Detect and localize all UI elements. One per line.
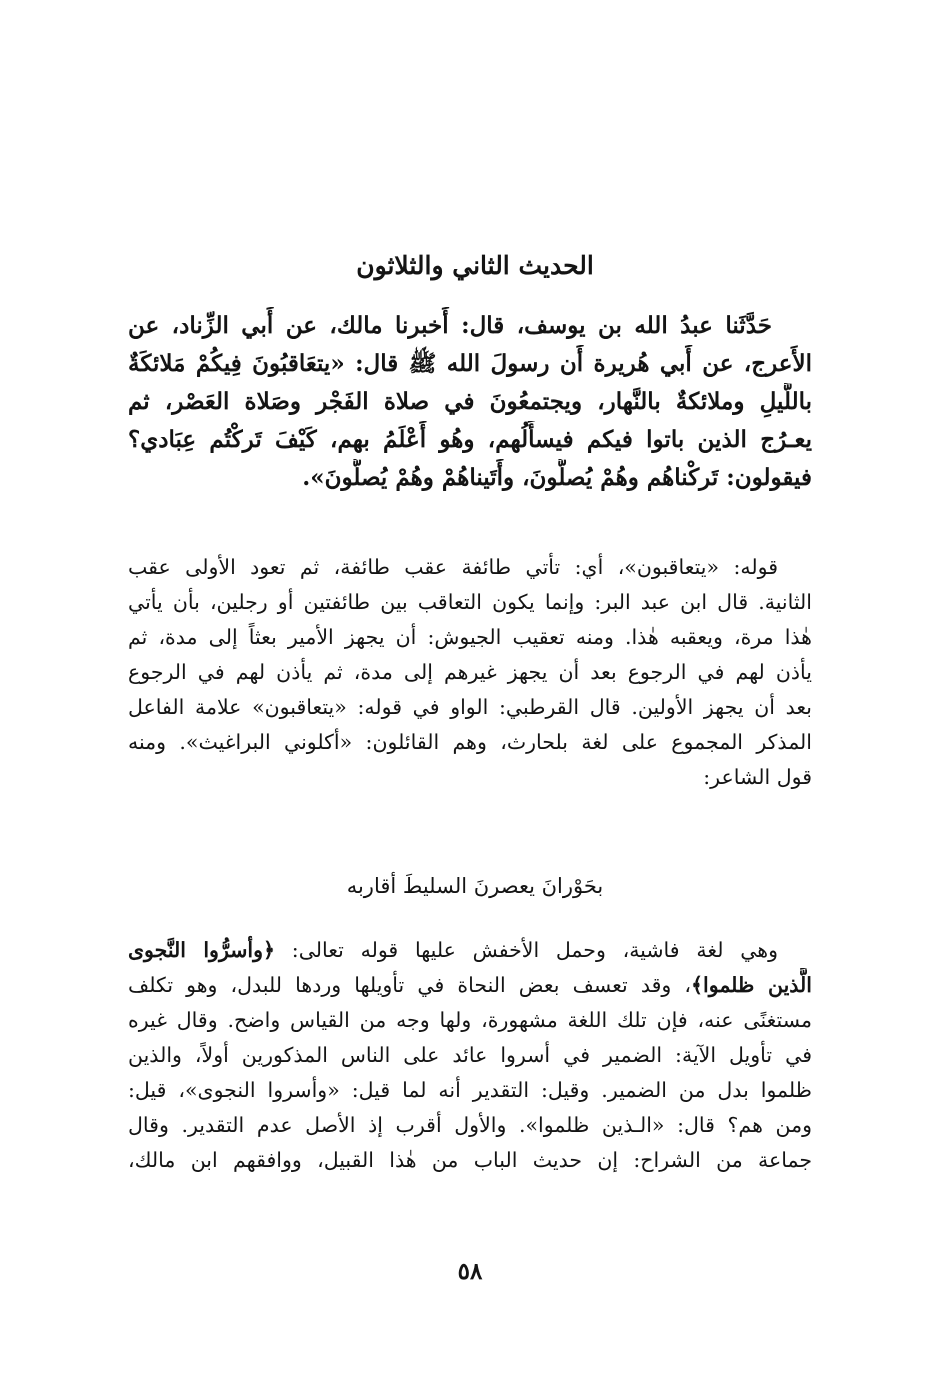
commentary-line — [128, 968, 812, 1003]
commentary-paragraph-1 — [128, 550, 812, 795]
commentary-line: في تأويل الآية: الضمير في أسروا عائد على الناس المذكورين أولاً، والذين — [128, 1043, 812, 1067]
hadith-text — [128, 307, 812, 497]
commentary-text: ، وقد تعسف بعض النحاة في تأويلها وردها للبدل، وهو تكلف — [128, 973, 692, 997]
commentary-line: ومن هم؟ قال: «الـذين ظلموا». والأول أقرب إذ الأصل عدم التقدير. وقال — [128, 1113, 812, 1137]
commentary-line — [128, 933, 812, 968]
poetry-verse: بحَوْرانَ يعصرنَ السليطَ أقاربه — [346, 874, 604, 898]
hadith-line: باللَّيلِ وملائكةٌ بالنَّهار، ويجتمعُونَ في صلاة الفَجْر وصَلاة العَصْر، ثم — [128, 388, 812, 415]
hadith-line: يعـرُج الذين باتوا فيكم فيسأَلُهم، وهُو أَعْلَمُ بهم، كَيْفَ تَركْتُم عِبَادي؟ — [128, 426, 812, 453]
commentary-paragraph-2 — [128, 933, 812, 1178]
hadith-line: الأَعرج، عن أَبي هُريرة أَن رسولَ الله ﷺ قال: «يتعَاقبُونَ فِيكُمْ مَلائكَةٌ — [128, 350, 812, 377]
commentary-line: جماعة من الشراح: إن حديث الباب من هٰذا القبيل، ووافقهم ابن مالك، — [128, 1148, 812, 1172]
quran-quote: ﴿وأسرُّوا النَّجوى — [128, 938, 276, 962]
commentary-line: مستغنًى عنه، فإن تلك اللغة مشهورة، ولها وجه من القياس واضح. وقال غيره — [128, 1008, 812, 1032]
page-number: ٥٨ — [457, 1258, 483, 1285]
commentary-line: الثانية. قال ابن عبد البر: وإنما يكون التعاقب بين طائفتين أو رجلين، بأن يأتي — [128, 590, 812, 614]
hadith-line: فيقولون: تَركْناهُم وهُمْ يُصلُّونَ، وأَتَيناهُمْ وهُمْ يُصلُّونَ». — [302, 464, 812, 491]
commentary-line: قوله: «يتعاقبون»، أي: تأتي طائفة عقب طائفة، ثم تعود الأولى عقب — [128, 555, 778, 579]
commentary-line: المذكر المجموع على لغة بلحارث، وهم القائلون: «أكلوني البراغيث». ومنه — [128, 730, 812, 754]
commentary-line: يأذن لهم في الرجوع بعد أن يجهز غيرهم إلى مدة، ثم يأذن لهم في الرجوع — [128, 660, 812, 684]
commentary-line: بعد أن يجهز الأولين. قال القرطبي: الواو في قوله: «يتعاقبون» علامة الفاعل — [128, 695, 812, 719]
commentary-line: هٰذا مرة، ويعقبه هٰذا. ومنه تعقيب الجيوش: أن يجهز الأمير بعثاً إلى مدة، ثم — [128, 625, 812, 649]
commentary-line: ظلموا بدل من الضمير. وقيل: التقدير أنه لما قيل: «وأسروا النجوى»، قيل: — [128, 1078, 812, 1102]
commentary-text: وهي لغة فاشية، وحمل الأخفش عليها قوله تعالى: — [275, 938, 778, 962]
hadith-line: حَدَّثَنا عبدُ الله بن يوسف، قال: أَخبرنا مالك، عن أَبي الزِّناد، عن — [128, 312, 772, 339]
commentary-line: قول الشاعر: — [703, 765, 812, 789]
quran-quote: الَّذين ظلموا﴾ — [691, 973, 812, 997]
hadith-title: الحديث الثاني والثلاثون — [356, 251, 594, 280]
